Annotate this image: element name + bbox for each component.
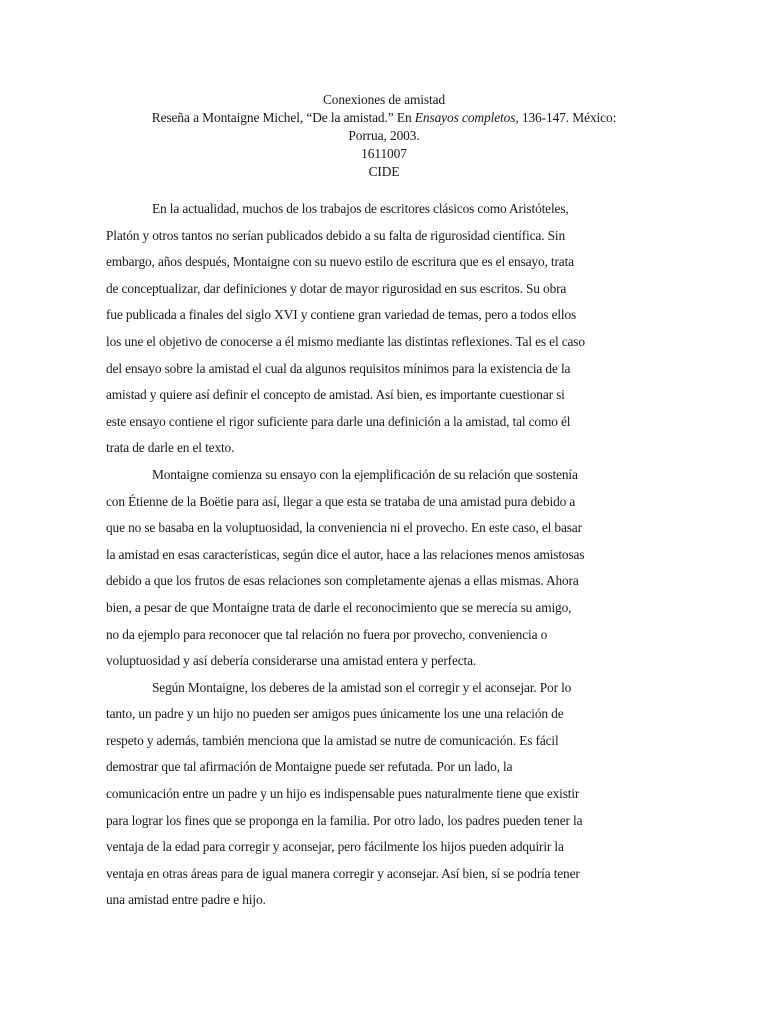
paragraph-line: comunicación entre un padre y un hijo es indispensable pues naturalmente tiene que existir bbox=[106, 786, 580, 802]
paragraph-1 bbox=[106, 196, 662, 462]
citation-book-title: Ensayos completos bbox=[414, 110, 516, 125]
paragraph-line: Montaigne comienza su ensayo con la ejemplificación de su relación que sostenía bbox=[152, 466, 578, 482]
paragraph-line: voluptuosidad y así debería considerarse una amistad entera y perfecta. bbox=[106, 653, 477, 669]
paragraph-line: para lograr los fines que se proponga en la familia. Por otro lado, los padres pueden tener la bbox=[106, 812, 583, 828]
paragraph-line: del ensayo sobre la amistad el cual da algunos requisitos mínimos para la existencia de la bbox=[106, 360, 571, 376]
paragraph-line: una amistad entre padre e hijo. bbox=[106, 892, 266, 908]
paragraph-line: este ensayo contiene el rigor suficiente para darle una definición a la amistad, tal como él bbox=[106, 413, 571, 429]
paragraph-line: que no se basaba en la voluptuosidad, la conveniencia ni el provecho. En este caso, el basar bbox=[106, 520, 582, 536]
paragraph-line: con Étienne de la Boëtie para así, llegar a que esta se trataba de una amistad pura debido a bbox=[106, 493, 576, 509]
paragraph-line: Platón y otros tantos no serían publicados debido a su falta de rigurosidad científica. Sin bbox=[106, 227, 566, 243]
paragraph-line: ventaja de la edad para corregir y aconsejar, pero fácilmente los hijos pueden adquirir la bbox=[106, 839, 564, 855]
paragraph-line: En la actualidad, muchos de los trabajos de escritores clásicos como Aristóteles, bbox=[152, 201, 569, 216]
document-body bbox=[106, 196, 662, 914]
paragraph-line: fue publicada a finales del siglo XVI y contiene gran variedad de temas, pero a todos ellos bbox=[106, 307, 577, 323]
paragraph-line: la amistad en esas características, según dice el autor, hace a las relaciones menos amistosas bbox=[106, 546, 585, 562]
document-header bbox=[100, 91, 668, 181]
paragraph-line: bien, a pesar de que Montaigne trata de darle el reconocimiento que se merecía su amigo, bbox=[106, 599, 572, 615]
paragraph-line: trata de darle en el texto. bbox=[106, 440, 235, 456]
paragraph-line: Según Montaigne, los deberes de la amistad son el corregir y el aconsejar. Por lo bbox=[152, 679, 572, 695]
paragraph-2 bbox=[106, 462, 662, 675]
paragraph-line: amistad y quiere así definir el concepto de amistad. Así bien, es importante cuestionar si bbox=[106, 387, 565, 403]
paragraph-line: respeto y además, también menciona que la amistad se nutre de comunicación. Es fácil bbox=[106, 732, 559, 748]
paragraph-line: de conceptualizar, dar definiciones y dotar de mayor rigurosidad en sus escritos. Su obra bbox=[106, 280, 567, 296]
institution: CIDE bbox=[368, 164, 400, 179]
document-title: Conexiones de amistad bbox=[322, 92, 446, 107]
paragraph-line: embargo, años después, Montaigne con su nuevo estilo de escritura que es el ensayo, trata bbox=[106, 254, 574, 270]
citation-prefix: Reseña a Montaigne Michel, “De la amistad.” En bbox=[151, 110, 415, 125]
citation-line-1 bbox=[100, 109, 668, 127]
citation-line-2: Porrua, 2003. bbox=[348, 128, 420, 143]
student-id: 1611007 bbox=[361, 146, 407, 161]
paragraph-line: demostrar que tal afirmación de Montaigne puede ser refutada. Por un lado, la bbox=[106, 759, 513, 775]
citation-suffix: , 136-147. México: bbox=[515, 110, 617, 125]
paragraph-line: tanto, un padre y un hijo no pueden ser amigos pues únicamente los une una relación de bbox=[106, 706, 564, 722]
paragraph-3 bbox=[106, 675, 662, 914]
paragraph-line: los une el objetivo de conocerse a él mismo mediante las distintas reflexiones. Tal es el caso bbox=[106, 333, 585, 349]
paragraph-line: ventaja en otras áreas para de igual manera corregir y aconsejar. Así bien, sí se podría tener bbox=[106, 865, 580, 881]
paragraph-line: no da ejemplo para reconocer que tal relación no fuera por provecho, conveniencia o bbox=[106, 626, 548, 642]
paragraph-line: debido a que los frutos de esas relaciones son completamente ajenas a ellas mismas. Ahora bbox=[106, 573, 579, 589]
